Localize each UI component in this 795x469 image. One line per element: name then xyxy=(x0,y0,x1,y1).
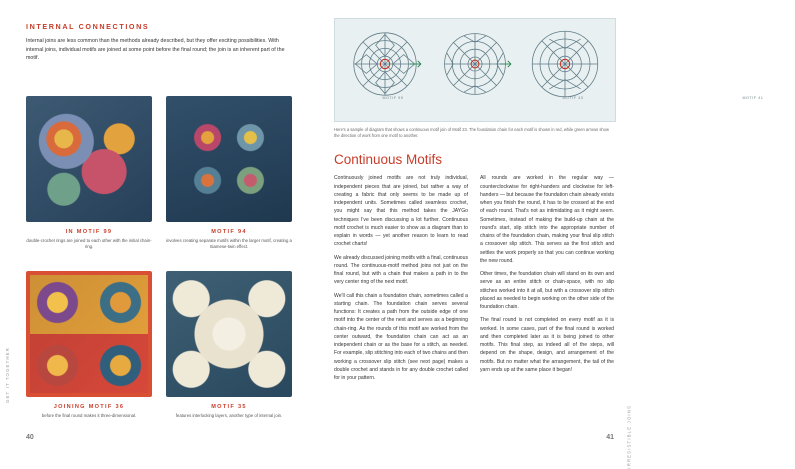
body-paragraph: We already discussed joining motifs with a final, continuous round. The continuous-motif method joins not just on the final round, but with a chain that makes a path in to the very center ring of the next motif. xyxy=(334,254,468,286)
body-paragraph: The final round is not completed on every motif as it is worked. In some cases, part of the final round is worked and then completed later as it is being joined to other motifs. This final step, as indeed all of the steps, will depend on the shape, design, and arrangement of the motifs. But no matter what the arrangement, the tail of the yarn ends up at the same place it began! xyxy=(480,317,614,373)
caption-title: JOINING MOTIF 36 xyxy=(53,403,125,410)
body-paragraph: Continuously joined motifs are not truly individual, independent pieces that are joined, but rather a way of creating a fabric that only seems to be made up of independent units. Sometimes called seamless crochet, you might say that this method takes the JAYGo techniques I've been discussing a lot further. Continuous motif crochet is much easier to show as a diagram than to explain in words — yet another reason to learn to read crochet charts! xyxy=(334,175,468,248)
motif-diagram-icon xyxy=(343,25,427,103)
caption-title: MOTIF 35 xyxy=(211,403,247,410)
motif-94-swatch xyxy=(166,96,292,222)
photo-cell-motif-94 xyxy=(166,96,292,251)
caption-motif-94 xyxy=(166,229,292,251)
motif-35-swatch xyxy=(166,271,292,397)
photo-cell-motif-35 xyxy=(166,271,292,419)
caption-title: MOTIF 94 xyxy=(211,229,247,235)
page-title: Continuous Motifs xyxy=(334,152,443,168)
motif-99-swatch xyxy=(26,96,152,222)
right-page-number: 41 xyxy=(606,434,614,441)
right-running-head: IRRESISTIBLE JOINS xyxy=(627,405,632,469)
left-running-head: GET IT TOGETHER xyxy=(5,347,10,403)
section-title: INTERNAL CONNECTIONS xyxy=(26,22,150,31)
motif-diagram-icon xyxy=(523,25,607,103)
body-paragraph: We'll call this chain a foundation chain, sometimes called a starting chain. The foundation chain serves several functions: It creates a path from the outside edge of one motif into the center of the next and serves as a beginning chain-ring. As the rounds of this motif are worked from the center outward, the foundation chain can act as an independent chain or as the base for a stitch, as needed. For example, slip stitching into each of two chains and then working a crossover slip stitch (see next page) makes a double crochet and stands in for any double crochet called for in your pattern. xyxy=(334,292,468,382)
diagram-motif-99 xyxy=(343,25,427,103)
intro-paragraph: Internal joins are less common than the methods already described, but they offer exciting possibilities. With internal joins, individual motifs are joined at some point before the final round; the join is an inherent part of the motif. xyxy=(26,38,285,62)
left-page-number: 40 xyxy=(26,434,34,441)
motif-36-swatch xyxy=(26,271,152,397)
body-columns xyxy=(334,174,614,383)
caption-text: features interlocking layers, another type of internal join. xyxy=(175,412,283,418)
left-page xyxy=(0,0,320,457)
photo-cell-motif-36 xyxy=(26,271,152,419)
photo-row-bottom xyxy=(26,271,292,419)
caption-text: double-crochet rings are joined to each other with the initial chain-ring. xyxy=(26,238,152,250)
diagram-label-1: MOTIF 99 xyxy=(382,96,404,100)
right-page xyxy=(320,0,764,469)
caption-motif-36 xyxy=(26,404,152,419)
diagram-motif-41 xyxy=(523,25,764,103)
caption-motif-99 xyxy=(26,229,152,251)
body-paragraph: All rounds are worked in the regular way — counterclockwise for right-handers and clockwise for left-handers — but because the foundation chain already exists when you finish the round, it has to be crossed at the end of each round. That's not as intimidating as it might seem. Sometimes, instead of making the build-up chain at the round's start, slip stitch into the appropriate number of chains of the foundation chain, making your final slip stitch a crossover slip stitch. This serves as the first stitch and settles the work properly so that you can continue working the new round. xyxy=(480,175,614,264)
caption-text: before the final round makes it three-dimensional. xyxy=(41,412,137,418)
caption-title: IN MOTIF 99 xyxy=(65,229,113,235)
photo-cell-motif-99 xyxy=(26,96,152,251)
caption-motif-35 xyxy=(166,404,292,419)
continuous-join-diagram xyxy=(334,18,764,122)
diagram-label-2: MOTIF 43 xyxy=(562,96,584,100)
diagram-note: Here's a sample of diagram that shows a continuous motif join of Motif 23. The foundation chain for each motif is shown in red, while green arrows show the direction of work from one motif to another. xyxy=(334,127,609,139)
photo-row-top xyxy=(26,96,292,251)
caption-text: involves creating separate motifs within the larger motif, creating a Siamese-twin effect. xyxy=(166,238,292,250)
photo-grid xyxy=(26,96,292,419)
motif-diagram-icon xyxy=(433,25,517,103)
body-paragraph: Other times, the foundation chain will stand on its own and serve as an entire stitch or chain-space, with no slip stitches worked into it at all, but with a crossover slip stitch placed as needed to begin working on the other side of the foundation chain. xyxy=(480,271,614,311)
diagram-label-3: MOTIF 41 xyxy=(742,96,764,100)
diagram-motif-43 xyxy=(433,25,584,103)
